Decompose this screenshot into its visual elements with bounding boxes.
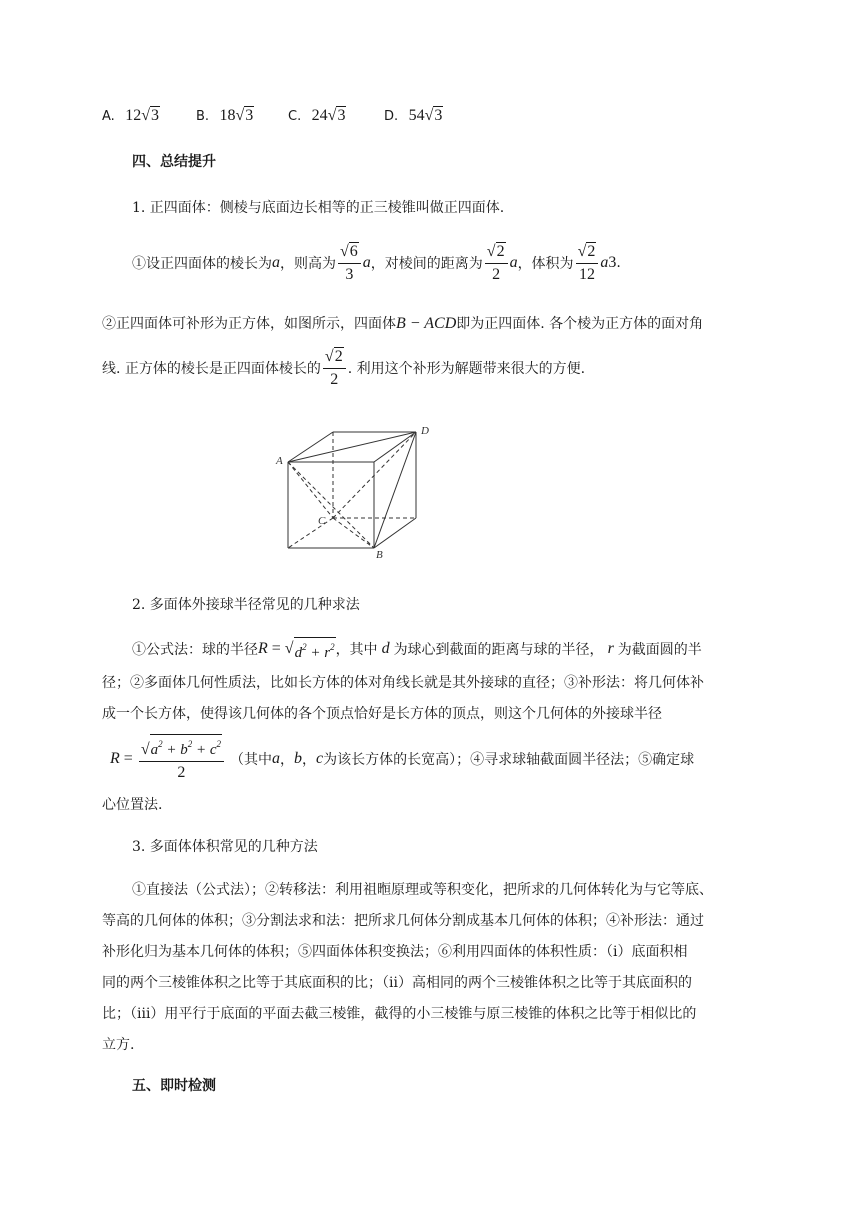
vertex-label-b: B	[376, 549, 383, 561]
item1-para2: ②正四面体可补形为正方体，如图所示，四面体B − ACD即为正四面体. 各个棱为正方体的面对角	[102, 315, 704, 332]
tetra-edge-cb	[333, 518, 374, 548]
cube-edge	[288, 432, 333, 462]
section-heading-quiz: 五、即时检测	[132, 1078, 216, 1094]
tetra-edge-db	[374, 432, 416, 548]
item3-line2: 等高的几何体的体积；③分割法求和法：把所求几何体分割成基本几何体的体积；④补形法：通过	[102, 913, 704, 929]
option-c: C. 24√3	[288, 107, 346, 124]
item2-line4: R = $\frac{√a^2 + b^2 + c^2}{2}$ （其中 a ， b ， c 为该长方体的长宽高）；④寻求球轴截面圆半径法；⑤确定球	[110, 734, 694, 784]
option-b: B. 18√3	[196, 107, 254, 124]
vertex-label-c: C	[318, 515, 326, 527]
volume-fraction: $\frac{√2}{12}$	[576, 241, 599, 286]
tetra-edge-ab	[288, 462, 374, 548]
item3-line6: 立方.	[102, 1037, 135, 1053]
option-d: D. 54√3	[384, 107, 443, 124]
vertex-label-a: A	[276, 455, 283, 467]
item3-line3: 补形化归为基本几何体的体积；⑤四面体体积变换法；⑥利用四面体的体积性质：（ⅰ）底面积相	[102, 944, 688, 960]
vertex-label-d: D	[421, 425, 429, 437]
item2-line5: 心位置法.	[102, 797, 163, 813]
item3-line1: ①直接法（公式法）；②转移法：利用祖暅原理或等积变化，把所求的几何体转化为与它等底、	[132, 882, 713, 898]
item1-title: 1. 正四面体：侧棱与底面边长相等的正三棱锥叫做正四面体.	[132, 200, 505, 216]
item2-line3: 成一个长方体，使得该几何体的各个顶点恰好是长方体的顶点，则这个几何体的外接球半径	[102, 706, 662, 722]
tetra-edge-ad	[288, 432, 416, 462]
edge-distance-fraction: $\frac{√2}{2}$	[485, 241, 508, 286]
radius-fraction: $\frac{√a^2 + b^2 + c^2}{2}$	[139, 734, 224, 784]
height-fraction: $\frac{√6}{3}$	[338, 241, 361, 286]
hidden-cube-edge	[288, 518, 333, 548]
item3-line5: 比；（ⅲ）用平行于底面的平面去截三棱锥，截得的小三棱锥与原三棱锥的体积之比等于相似比的	[102, 1006, 697, 1022]
item2-line1: ①公式法：球的半径 R = √ $d^2 + r^2$ ，其中 d 为球心到截面的距离与球的半径， r 为截面圆的半	[132, 636, 702, 662]
tetra-edge-ac	[288, 462, 333, 518]
section-heading-summary: 四、总结提升	[132, 154, 216, 170]
item2-title: 2. 多面体外接球半径常见的几种求法	[132, 597, 360, 613]
item2-line2: 径；②多面体几何性质法，比如长方体的体对角线长就是其外接球的直径；③补形法：将几何体补	[102, 675, 704, 691]
option-a: A. 12√3	[102, 107, 160, 124]
item3-title: 3. 多面体体积常见的几种方法	[132, 839, 318, 855]
cube-edge-fraction: $\frac{√2}{2}$	[323, 346, 346, 391]
item1-para3: 线. 正方体的棱长是正四面体棱长的 $\frac{√2}{2}$ . 利用这个补形为解题带来很大的方便.	[102, 343, 585, 393]
cube-edge	[374, 518, 416, 548]
cube-tetrahedron-figure	[270, 412, 440, 562]
item1-para1: ①设正四面体的棱长为 a ，则高为 $\frac{√6}{3}$ a ，对棱间的距离为 $\frac{√2}{2}$ a ，体积为 $\frac{√2}{12}$ a 3 .	[132, 238, 621, 288]
item3-line4: 同的两个三棱锥体积之比等于其底面积的比；（ⅱ）高相同的两个三棱锥体积之比等于其底面积的	[102, 975, 692, 991]
